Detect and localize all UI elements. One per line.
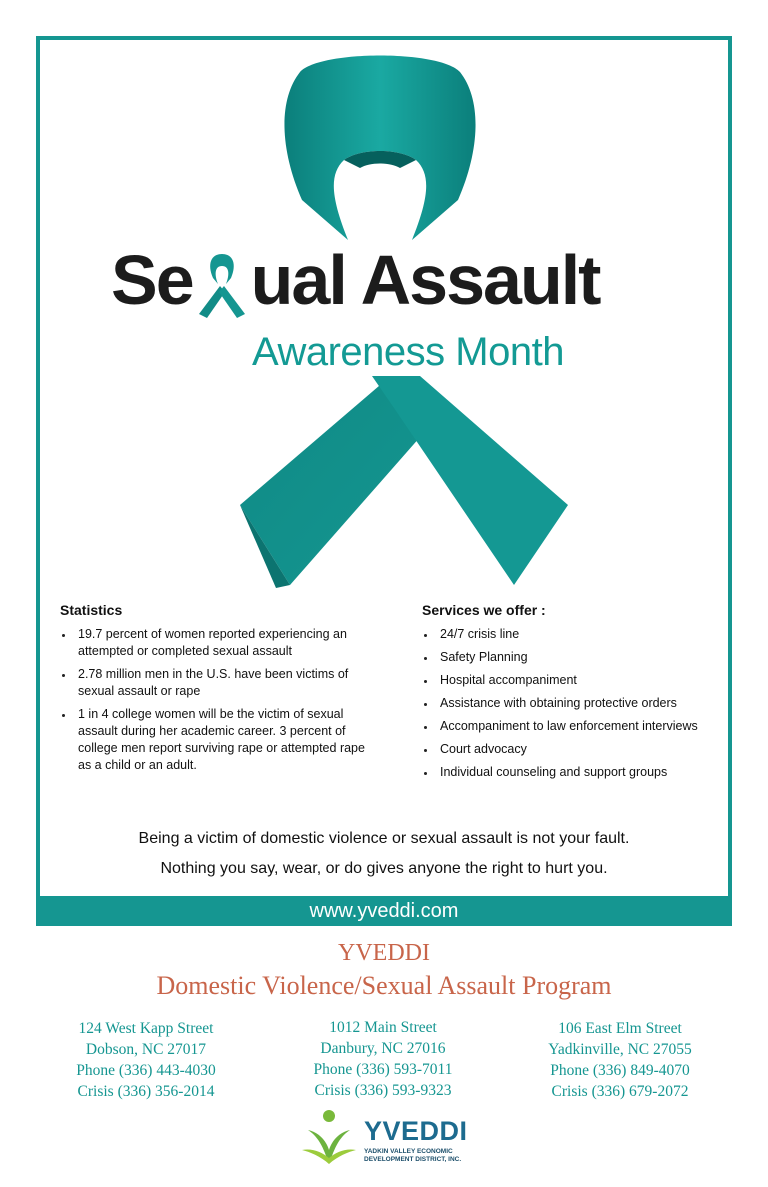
- statistics-section: [60, 602, 380, 780]
- website-link[interactable]: www.yveddi.com: [309, 900, 459, 922]
- service-item: Hospital accompaniment: [422, 672, 722, 689]
- mini-ribbon-icon: [193, 240, 251, 320]
- program-name: Domestic Violence/Sexual Assault Program: [156, 971, 612, 1000]
- office-city: Yadkinville, NC 27055: [548, 1041, 692, 1058]
- office-danbury: [273, 1017, 493, 1101]
- service-item: Safety Planning: [422, 649, 722, 666]
- service-item: Court advocacy: [422, 741, 722, 758]
- service-item: Individual counseling and support groups: [422, 764, 722, 781]
- statistics-heading: Statistics: [60, 602, 123, 618]
- service-item: Assistance with obtaining protective orders: [422, 695, 722, 712]
- poster-title: [111, 240, 671, 320]
- message-line-1: Being a victim of domestic violence or sexual assault is not your fault.: [138, 830, 630, 847]
- statistic-item: 1 in 4 college women will be the victim of sexual assault during her academic career. 3 percent of college men report surviving rape or attempted rape as a child or an adult.: [60, 706, 380, 774]
- office-yadkinville: [510, 1018, 730, 1102]
- office-dobson: [36, 1018, 256, 1102]
- title-part-2: ual Assault: [250, 241, 600, 319]
- awareness-ribbon-icon: [40, 40, 728, 600]
- office-street: 124 West Kapp Street: [78, 1020, 214, 1037]
- support-message: [40, 824, 728, 884]
- office-city: Dobson, NC 27017: [85, 1041, 207, 1058]
- website-bar: [36, 896, 732, 926]
- statistic-item: 2.78 million men in the U.S. have been victims of sexual assault or rape: [60, 666, 380, 700]
- services-section: [422, 602, 722, 787]
- office-street: 106 East Elm Street: [558, 1020, 682, 1037]
- poster-subtitle: Awareness Month: [252, 330, 564, 374]
- statistic-item: 19.7 percent of women reported experiencing an attempted or completed sexual assault: [60, 626, 380, 660]
- logo-tagline-line-1: YADKIN VALLEY ECONOMIC: [364, 1148, 453, 1155]
- office-city: Danbury, NC 27016: [320, 1040, 446, 1057]
- message-line-2: Nothing you say, wear, or do gives anyone the right to hurt you.: [160, 860, 608, 877]
- logo-tagline-line-2: DEVELOPMENT DISTRICT, INC.: [364, 1156, 462, 1163]
- service-item: Accompaniment to law enforcement interviews: [422, 718, 722, 735]
- office-crisis: Crisis (336) 593-9323: [314, 1082, 452, 1099]
- office-street: 1012 Main Street: [329, 1019, 437, 1036]
- organization-name: YVEDDI: [338, 940, 430, 966]
- title-part-1: Se: [111, 241, 193, 319]
- logo-name: YVEDDI: [364, 1116, 468, 1146]
- office-crisis: Crisis (336) 679-2072: [551, 1083, 689, 1100]
- office-phone: Phone (336) 443-4030: [76, 1062, 216, 1079]
- services-heading: Services we offer :: [422, 602, 546, 618]
- poster-frame: [36, 36, 732, 926]
- sprout-figure-icon: [298, 1106, 360, 1168]
- logo-tagline: [364, 1148, 474, 1164]
- office-crisis: Crisis (336) 356-2014: [77, 1083, 215, 1100]
- yveddi-logo: [298, 1106, 478, 1170]
- office-phone: Phone (336) 593-7011: [313, 1061, 453, 1078]
- service-item: 24/7 crisis line: [422, 626, 722, 643]
- office-phone: Phone (336) 849-4070: [550, 1062, 690, 1079]
